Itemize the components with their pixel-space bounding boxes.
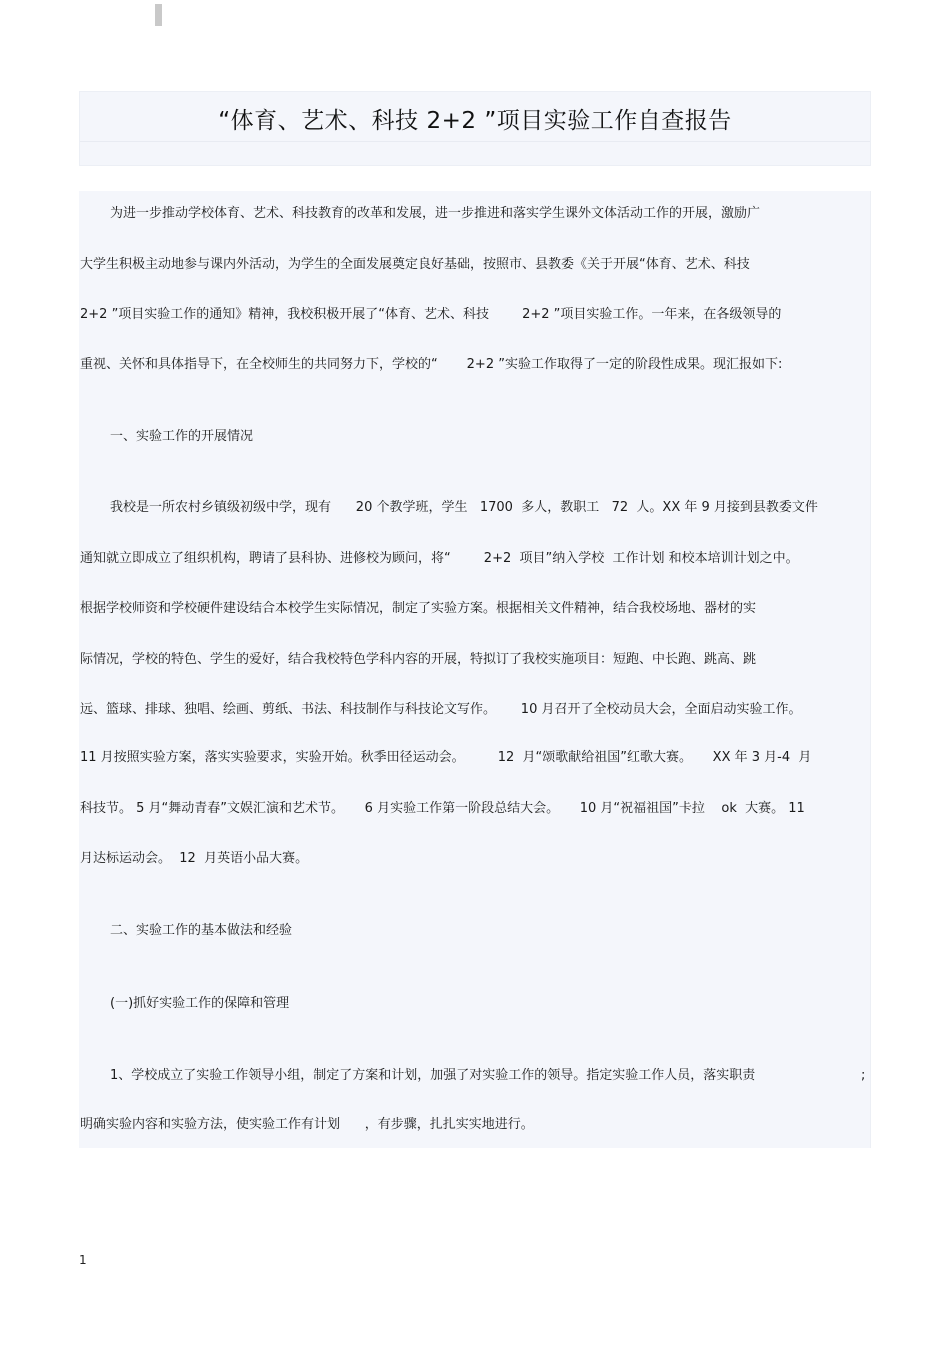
text-line: 大学生积极主动地参与课内外活动，为学生的全面发展奠定良好基础，按照市、县教委《关于开展“体育、艺术、科技 bbox=[80, 257, 750, 272]
text-line: 11 月按照实验方案，落实实验要求，实验开始。秋季田径运动会。 12 月“颂歌献给祖国”红歌大赛。 XX 年 3 月-4 月 bbox=[80, 750, 812, 765]
subsection-heading: (一)抓好实验工作的保障和管理 bbox=[110, 996, 290, 1011]
text-line: 科技节。 5 月“舞动青春”文娱汇演和艺术节。 6 月实验工作第一阶段总结大会。 10 月“祝福祖国”卡拉 ok 大赛。 11 bbox=[80, 801, 805, 816]
text-line: 月达标运动会。 12 月英语小品大赛。 bbox=[80, 851, 309, 866]
scan-mark bbox=[155, 4, 162, 26]
text-line: 明确实验内容和实验方法，使实验工作有计划 ，有步骤，扎扎实实地进行。 bbox=[80, 1117, 534, 1132]
text-line: 为进一步推动学校体育、艺术、科技教育的改革和发展，进一步推进和落实学生课外文体活动工作的开展，激励广 bbox=[110, 206, 761, 221]
trailing-semicolon: ; bbox=[861, 1068, 866, 1083]
document-title: “体育、艺术、科技 2+2 ”项目实验工作自查报告 bbox=[218, 108, 732, 134]
title-divider bbox=[80, 141, 870, 142]
section-heading: 二、实验工作的基本做法和经验 bbox=[110, 923, 293, 938]
text-line: 2+2 ”项目实验工作的通知》精神，我校积极开展了“体育、艺术、科技 2+2 ”项目实验工作。一年来，在各级领导的 bbox=[80, 307, 782, 322]
text-line: 根据学校师资和学校硬件建设结合本校学生实际情况，制定了实验方案。根据相关文件精神，结合我校场地、器材的实 bbox=[80, 601, 757, 616]
text-line: 1、学校成立了实验工作领导小组，制定了方案和计划，加强了对实验工作的领导。指定实验工作人员，落实职责 bbox=[110, 1068, 756, 1083]
text-line: 我校是一所农村乡镇级初级中学，现有 20 个教学班，学生 1700 多人，教职工 72 人。XX 年 9 月接到县教委文件 bbox=[110, 500, 818, 515]
text-line: 重视、关怀和具体指导下，在全校师生的共同努力下，学校的“ 2+2 ”实验工作取得了一定的阶段性成果。现汇报如下: bbox=[80, 357, 783, 372]
section-heading: 一、实验工作的开展情况 bbox=[110, 429, 254, 444]
page-number: 1 bbox=[79, 1253, 87, 1267]
text-line: 际情况，学校的特色、学生的爱好，结合我校特色学科内容的开展，特拟订了我校实施项目：短跑、中长跑、跳高、跳 bbox=[80, 652, 757, 667]
text-line: 通知就立即成立了组织机构，聘请了县科协、进修校为顾问，将“ 2+2 项目”纳入学校 工作计划 和校本培训计划之中。 bbox=[80, 551, 799, 566]
title-band bbox=[79, 91, 871, 166]
text-line: 远、篮球、排球、独唱、绘画、剪纸、书法、科技制作与科技论文写作。 10 月召开了全校动员大会，全面启动实验工作。 bbox=[80, 702, 802, 717]
